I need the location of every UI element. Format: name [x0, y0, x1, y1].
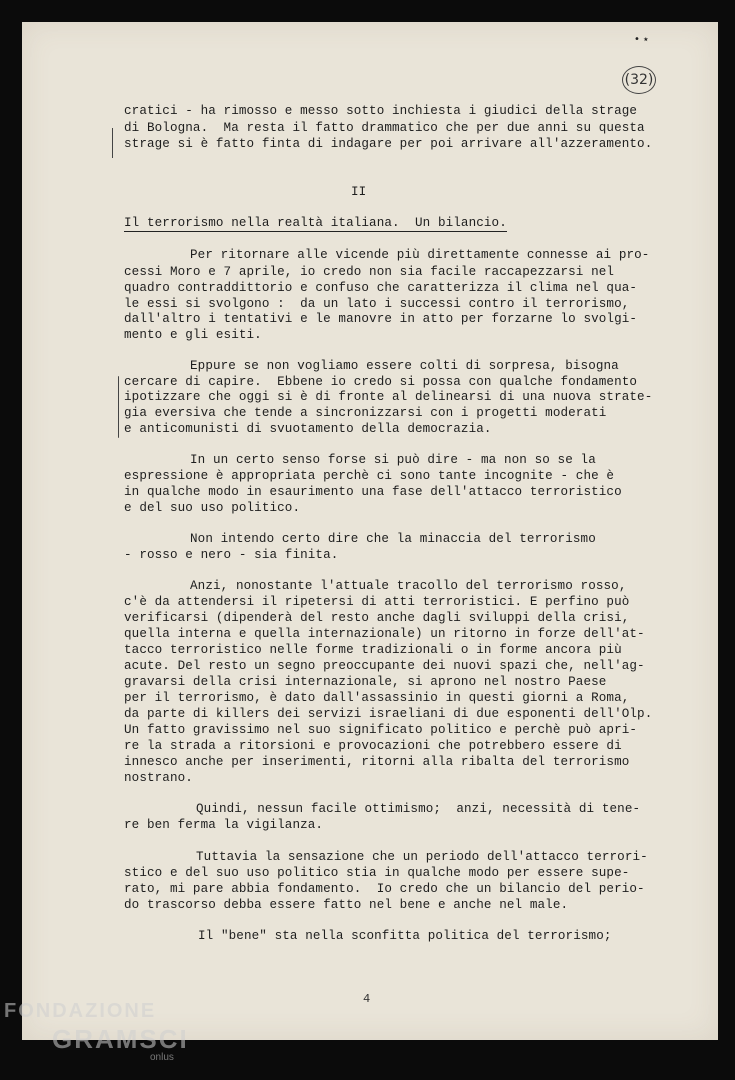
section-number: II [351, 185, 367, 199]
text-line: acute. Del resto un segno preoccupante dei nuovi spazi che, nell'ag- [124, 659, 645, 673]
text-line: e anticomunisti di svuotamento della democrazia. [124, 422, 492, 436]
watermark-line2: GRAMSCI [52, 1024, 189, 1054]
text-line: dall'altro i tentativi e le manovre in atto per forzarne lo svolgi- [124, 312, 638, 326]
text-line: nostrano. [124, 771, 193, 785]
text-line: espressione è appropriata perchè ci sono tante incognite - che è [124, 469, 615, 483]
text-line: quadro contraddittorio e confuso che caratterizza il clima nel qua- [124, 281, 638, 295]
text-line: cessi Moro e 7 aprile, io credo non sia facile raccapezzarsi nel [124, 265, 615, 279]
text-line: di Bologna. Ma resta il fatto drammatico che per due anni su questa [124, 121, 645, 135]
text-line: Tuttavia la sensazione che un periodo dell'attacco terrori- [196, 850, 648, 864]
text-line: gia eversiva che tende a sincronizzarsi con i progetti moderati [124, 406, 607, 420]
text-line: da parte di killers dei servizi israeliani di due esponenti dell'Olp. [124, 707, 653, 721]
text-line: tacco terroristico nelle forme tradizionali o in forme ancora più [124, 643, 622, 657]
text-line: - rosso e nero - sia finita. [124, 548, 339, 562]
text-line: do trascorso debba essere fatto nel bene e anche nel male. [124, 898, 569, 912]
text-line: re ben ferma la vigilanza. [124, 818, 324, 832]
text-line: strage si è fatto finta di indagare per poi arrivare all'azzeramento. [124, 137, 653, 151]
text-line: stico e del suo uso politico stia in qualche modo per essere supe- [124, 866, 630, 880]
text-line: Quindi, nessun facile ottimismo; anzi, necessità di tene- [196, 802, 641, 816]
text-line: Il "bene" sta nella sconfitta politica del terrorismo; [198, 929, 612, 943]
text-line: Un fatto gravissimo nel suo significato politico e perchè può apri- [124, 723, 638, 737]
text-line: rato, mi pare abbia fondamento. Io credo che un bilancio del perio- [124, 882, 645, 896]
corner-mark: (32) [622, 66, 656, 94]
text-line: Non intendo certo dire che la minaccia del terrorismo [190, 532, 596, 546]
text-line: Anzi, nonostante l'attuale tracollo del terrorismo rosso, [190, 579, 627, 593]
text-line: cercare di capire. Ebbene io credo si possa con qualche fondamento [124, 375, 638, 389]
text-line: quella interna e quella internazionale) un ritorno in forze dell'at- [124, 627, 645, 641]
margin-mark [112, 128, 113, 158]
watermark-line1: FONDAZIONE [4, 1000, 157, 1022]
text-line: In un certo senso forse si può dire - ma non so se la [190, 453, 596, 467]
text-line: per il terrorismo, è dato dall'assassinio in questi giorni a Roma, [124, 691, 630, 705]
margin-mark [118, 376, 119, 438]
text-line: Eppure se non vogliamo essere colti di sorpresa, bisogna [190, 359, 619, 373]
text-line: innesco anche per inserimenti, ritorni alla ribalta del terrorismo [124, 755, 630, 769]
text-line: cratici - ha rimosso e messo sotto inchiesta i giudici della strage [124, 104, 638, 118]
text-line: c'è da attendersi il ripetersi di atti terroristici. E perfino può [124, 595, 630, 609]
watermark-logo [4, 1000, 189, 1063]
page-number: 4 [363, 992, 371, 1006]
text-line: ipotizzare che oggi si è di fronte al delinearsi di una nuova strate- [124, 390, 653, 404]
punch-dots: • ٭ [634, 34, 649, 45]
text-line: gravarsi della crisi internazionale, si aprono nel nostro Paese [124, 675, 607, 689]
section-heading: Il terrorismo nella realtà italiana. Un bilancio. [124, 216, 507, 230]
watermark-line3: onlus [150, 1052, 174, 1063]
text-line: le essi si svolgono : da un lato i successi contro il terrorismo, [124, 297, 630, 311]
text-line: in qualche modo in esaurimento una fase dell'attacco terroristico [124, 485, 622, 499]
text-line: verificarsi (dipenderà del resto anche dagli sviluppi della crisi, [124, 611, 630, 625]
text-line: Per ritornare alle vicende più direttamente connesse ai pro- [190, 248, 650, 262]
text-line: e del suo uso politico. [124, 501, 301, 515]
text-line: re la strada a ritorsioni e provocazioni che potrebbero essere di [124, 739, 622, 753]
text-line: mento e gli esiti. [124, 328, 262, 342]
